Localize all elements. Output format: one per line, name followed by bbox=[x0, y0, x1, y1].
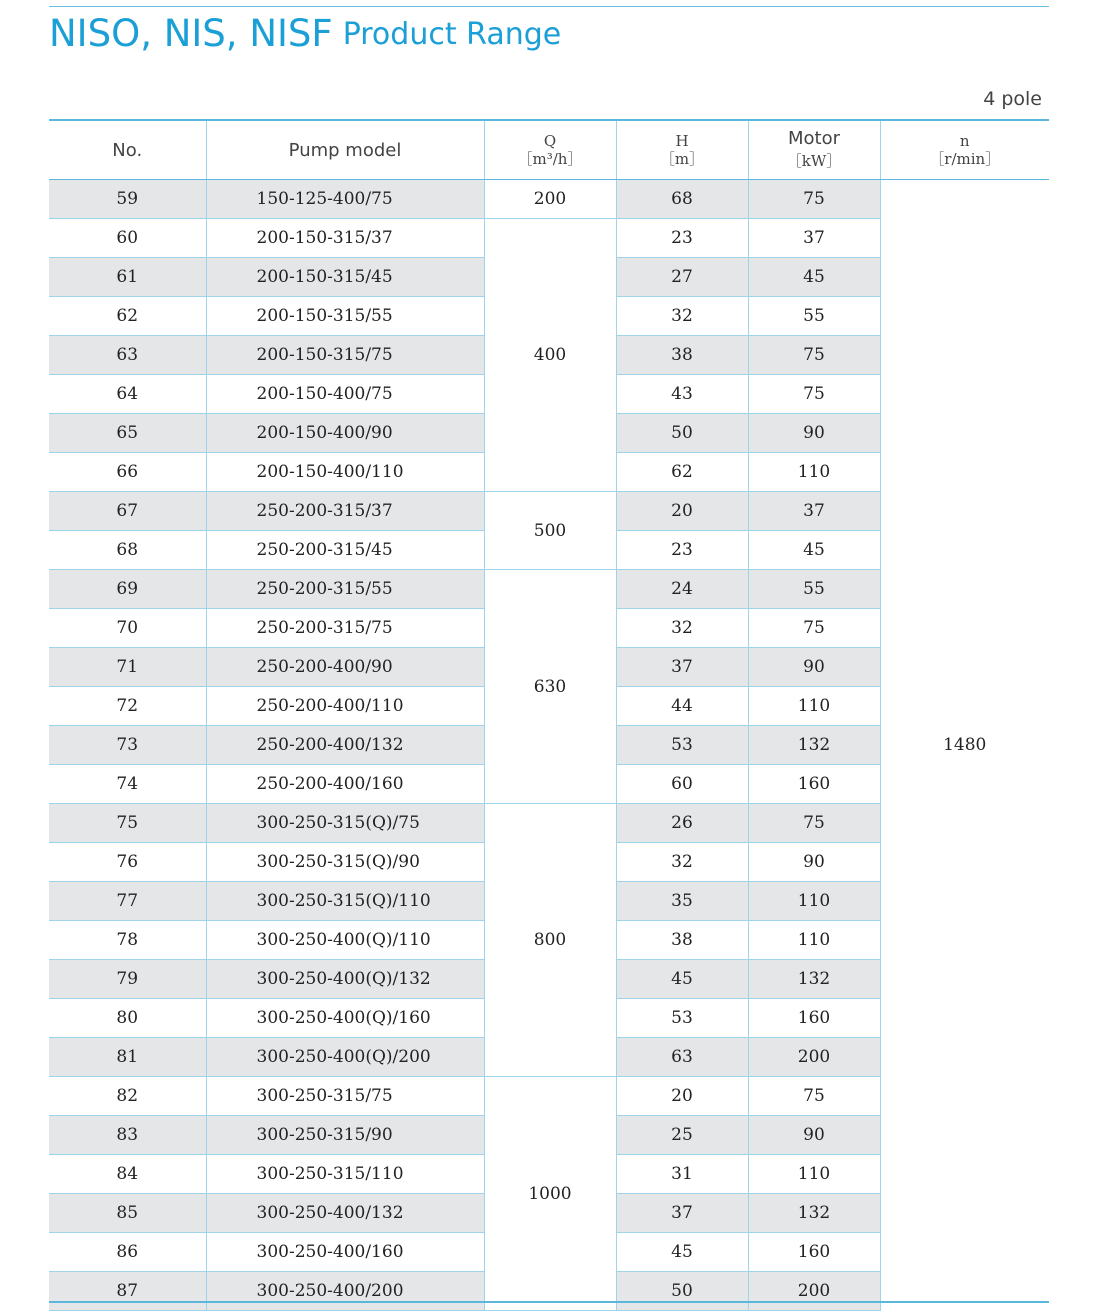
motor-power: 110 bbox=[748, 453, 880, 492]
row-number: 67 bbox=[49, 492, 206, 531]
row-number: 68 bbox=[49, 531, 206, 570]
header-head bbox=[616, 120, 748, 180]
head-value: 23 bbox=[616, 531, 748, 570]
speed-symbol: n bbox=[959, 132, 970, 150]
flow-rate: 1000 bbox=[484, 1077, 616, 1311]
series-name: NISO, NIS, NISF bbox=[49, 12, 333, 55]
row-number: 61 bbox=[49, 258, 206, 297]
motor-power: 110 bbox=[748, 882, 880, 921]
head-value: 31 bbox=[616, 1155, 748, 1194]
pump-model: 300-250-400(Q)/160 bbox=[206, 999, 484, 1038]
head-value: 45 bbox=[616, 1233, 748, 1272]
head-value: 32 bbox=[616, 843, 748, 882]
head-value: 20 bbox=[616, 492, 748, 531]
flow-rate: 500 bbox=[484, 492, 616, 570]
motor-power: 90 bbox=[748, 843, 880, 882]
row-number: 83 bbox=[49, 1116, 206, 1155]
pump-model: 250-200-315/37 bbox=[206, 492, 484, 531]
flow-unit: ［m³/h］ bbox=[517, 150, 583, 168]
pump-model: 250-200-400/160 bbox=[206, 765, 484, 804]
motor-power: 90 bbox=[748, 414, 880, 453]
head-value: 53 bbox=[616, 726, 748, 765]
motor-power: 110 bbox=[748, 687, 880, 726]
pump-model: 300-250-400/200 bbox=[206, 1272, 484, 1311]
head-value: 62 bbox=[616, 453, 748, 492]
pump-model: 200-150-315/37 bbox=[206, 219, 484, 258]
row-number: 70 bbox=[49, 609, 206, 648]
pump-model: 200-150-315/75 bbox=[206, 336, 484, 375]
header-pump-model: Pump model bbox=[206, 120, 484, 180]
motor-unit: ［kW］ bbox=[786, 152, 842, 170]
speed-unit: ［r/min］ bbox=[929, 150, 1001, 168]
motor-power: 90 bbox=[748, 1116, 880, 1155]
head-value: 20 bbox=[616, 1077, 748, 1116]
head-value: 26 bbox=[616, 804, 748, 843]
bottom-rule bbox=[49, 1301, 1049, 1303]
product-range-table bbox=[49, 119, 1049, 1311]
flow-rate: 200 bbox=[484, 180, 616, 219]
motor-power: 37 bbox=[748, 219, 880, 258]
row-number: 82 bbox=[49, 1077, 206, 1116]
row-number: 72 bbox=[49, 687, 206, 726]
head-value: 43 bbox=[616, 375, 748, 414]
motor-power: 132 bbox=[748, 1194, 880, 1233]
row-number: 76 bbox=[49, 843, 206, 882]
pump-model: 200-150-400/75 bbox=[206, 375, 484, 414]
flow-symbol: Q bbox=[543, 132, 557, 150]
header-speed bbox=[880, 120, 1049, 180]
row-number: 79 bbox=[49, 960, 206, 999]
row-number: 60 bbox=[49, 219, 206, 258]
pump-model: 250-200-400/132 bbox=[206, 726, 484, 765]
head-value: 53 bbox=[616, 999, 748, 1038]
motor-power: 75 bbox=[748, 804, 880, 843]
pump-model: 300-250-315/75 bbox=[206, 1077, 484, 1116]
title-suffix: Product Range bbox=[342, 17, 562, 52]
pole-label: 4 pole bbox=[983, 88, 1042, 110]
motor-power: 160 bbox=[748, 765, 880, 804]
motor-power: 75 bbox=[748, 336, 880, 375]
pump-model: 300-250-315(Q)/90 bbox=[206, 843, 484, 882]
header-no: No. bbox=[49, 120, 206, 180]
pump-model: 250-200-315/55 bbox=[206, 570, 484, 609]
pump-model: 250-200-400/110 bbox=[206, 687, 484, 726]
motor-label: Motor bbox=[787, 128, 840, 149]
motor-power: 200 bbox=[748, 1038, 880, 1077]
head-value: 25 bbox=[616, 1116, 748, 1155]
head-value: 50 bbox=[616, 414, 748, 453]
page-title bbox=[49, 12, 561, 55]
head-value: 24 bbox=[616, 570, 748, 609]
head-value: 63 bbox=[616, 1038, 748, 1077]
motor-power: 75 bbox=[748, 375, 880, 414]
speed-value: 1480 bbox=[880, 180, 1049, 1311]
motor-power: 200 bbox=[748, 1272, 880, 1311]
motor-power: 110 bbox=[748, 1155, 880, 1194]
head-value: 37 bbox=[616, 1194, 748, 1233]
pump-model: 250-200-400/90 bbox=[206, 648, 484, 687]
motor-power: 75 bbox=[748, 180, 880, 219]
row-number: 64 bbox=[49, 375, 206, 414]
motor-power: 90 bbox=[748, 648, 880, 687]
pump-model: 300-250-315(Q)/75 bbox=[206, 804, 484, 843]
pump-model: 200-150-315/45 bbox=[206, 258, 484, 297]
head-value: 37 bbox=[616, 648, 748, 687]
row-number: 74 bbox=[49, 765, 206, 804]
head-value: 32 bbox=[616, 609, 748, 648]
row-number: 65 bbox=[49, 414, 206, 453]
row-number: 59 bbox=[49, 180, 206, 219]
table-row bbox=[49, 180, 1049, 219]
row-number: 62 bbox=[49, 297, 206, 336]
motor-power: 132 bbox=[748, 960, 880, 999]
head-value: 44 bbox=[616, 687, 748, 726]
motor-power: 37 bbox=[748, 492, 880, 531]
pump-model: 200-150-400/90 bbox=[206, 414, 484, 453]
pump-model: 300-250-400/160 bbox=[206, 1233, 484, 1272]
pump-model: 300-250-315/90 bbox=[206, 1116, 484, 1155]
row-number: 75 bbox=[49, 804, 206, 843]
head-unit: ［m］ bbox=[659, 150, 705, 168]
row-number: 81 bbox=[49, 1038, 206, 1077]
head-value: 68 bbox=[616, 180, 748, 219]
flow-rate: 630 bbox=[484, 570, 616, 804]
header-row bbox=[49, 120, 1049, 180]
row-number: 73 bbox=[49, 726, 206, 765]
head-value: 23 bbox=[616, 219, 748, 258]
header-flow bbox=[484, 120, 616, 180]
head-value: 27 bbox=[616, 258, 748, 297]
top-rule bbox=[49, 6, 1049, 7]
flow-rate: 400 bbox=[484, 219, 616, 492]
head-value: 45 bbox=[616, 960, 748, 999]
row-number: 87 bbox=[49, 1272, 206, 1311]
pump-model: 200-150-315/55 bbox=[206, 297, 484, 336]
motor-power: 45 bbox=[748, 531, 880, 570]
pump-model: 150-125-400/75 bbox=[206, 180, 484, 219]
flow-rate: 800 bbox=[484, 804, 616, 1077]
head-value: 38 bbox=[616, 921, 748, 960]
pump-model: 300-250-400/132 bbox=[206, 1194, 484, 1233]
row-number: 77 bbox=[49, 882, 206, 921]
motor-power: 132 bbox=[748, 726, 880, 765]
pump-model: 300-250-400(Q)/132 bbox=[206, 960, 484, 999]
head-value: 38 bbox=[616, 336, 748, 375]
pump-model: 200-150-400/110 bbox=[206, 453, 484, 492]
head-value: 60 bbox=[616, 765, 748, 804]
header-motor bbox=[748, 120, 880, 180]
motor-power: 45 bbox=[748, 258, 880, 297]
row-number: 84 bbox=[49, 1155, 206, 1194]
table-body bbox=[49, 180, 1049, 1311]
row-number: 63 bbox=[49, 336, 206, 375]
row-number: 69 bbox=[49, 570, 206, 609]
head-symbol: H bbox=[675, 132, 689, 150]
pump-model: 300-250-400(Q)/110 bbox=[206, 921, 484, 960]
motor-power: 75 bbox=[748, 1077, 880, 1116]
row-number: 86 bbox=[49, 1233, 206, 1272]
pump-model: 300-250-315/110 bbox=[206, 1155, 484, 1194]
row-number: 85 bbox=[49, 1194, 206, 1233]
motor-power: 110 bbox=[748, 921, 880, 960]
motor-power: 75 bbox=[748, 609, 880, 648]
row-number: 71 bbox=[49, 648, 206, 687]
pump-model: 250-200-315/45 bbox=[206, 531, 484, 570]
pump-model: 300-250-315(Q)/110 bbox=[206, 882, 484, 921]
pump-model: 250-200-315/75 bbox=[206, 609, 484, 648]
head-value: 32 bbox=[616, 297, 748, 336]
motor-power: 160 bbox=[748, 1233, 880, 1272]
motor-power: 55 bbox=[748, 570, 880, 609]
row-number: 78 bbox=[49, 921, 206, 960]
pump-model: 300-250-400(Q)/200 bbox=[206, 1038, 484, 1077]
motor-power: 55 bbox=[748, 297, 880, 336]
row-number: 66 bbox=[49, 453, 206, 492]
motor-power: 160 bbox=[748, 999, 880, 1038]
head-value: 35 bbox=[616, 882, 748, 921]
row-number: 80 bbox=[49, 999, 206, 1038]
head-value: 50 bbox=[616, 1272, 748, 1311]
